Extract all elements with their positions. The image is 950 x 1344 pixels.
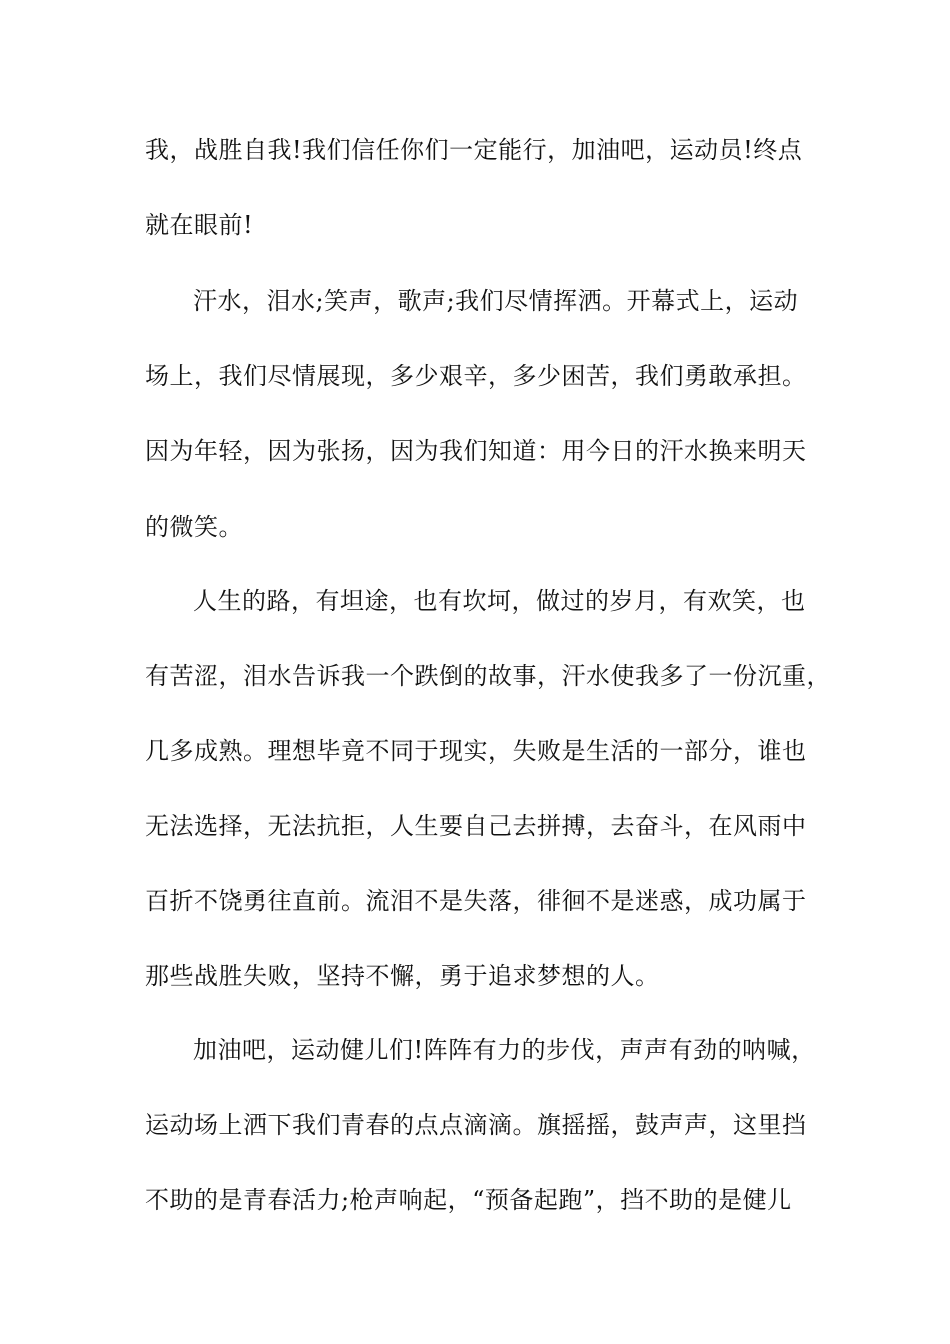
paragraph-line: 就在眼前! <box>145 211 254 239</box>
paragraph-line: 百折不饶勇往直前。流泪不是失落，徘徊不是迷惑，成功属于 <box>145 887 807 915</box>
paragraph-line: 的微笑。 <box>145 513 243 541</box>
paragraph-line: 汗水，泪水;笑声，歌声;我们尽情挥洒。开幕式上，运动 <box>193 287 799 315</box>
paragraph-line: 有苦涩，泪水告诉我一个跌倒的故事，汗水使我多了一份沉重， <box>145 662 831 690</box>
paragraph-line: 无法选择，无法抗拒，人生要自己去拼搏，去奋斗，在风雨中 <box>145 812 807 840</box>
paragraph-line: 场上，我们尽情展现，多少艰辛，多少困苦，我们勇敢承担。 <box>145 362 807 390</box>
paragraph-line: 因为年轻，因为张扬，因为我们知道：用今日的汗水换来明天 <box>145 437 807 465</box>
paragraph-line: 几多成熟。理想毕竟不同于现实，失败是生活的一部分，谁也 <box>145 737 807 765</box>
paragraph-line: 加油吧，运动健儿们!阵阵有力的步伐，声声有劲的呐喊， <box>193 1036 816 1064</box>
paragraph-line: 人生的路，有坦途，也有坎坷，做过的岁月，有欢笑，也 <box>193 587 806 615</box>
paragraph-line: 我，战胜自我!我们信任你们一定能行，加油吧，运动员!终点 <box>145 136 803 164</box>
paragraph-line: 不助的是青春活力;枪声响起，“预备起跑”，挡不助的是健儿 <box>145 1186 792 1214</box>
paragraph-line: 那些战胜失败，坚持不懈，勇于追求梦想的人。 <box>145 962 660 990</box>
paragraph-line: 运动场上洒下我们青春的点点滴滴。旗摇摇，鼓声声，这里挡 <box>145 1111 807 1139</box>
